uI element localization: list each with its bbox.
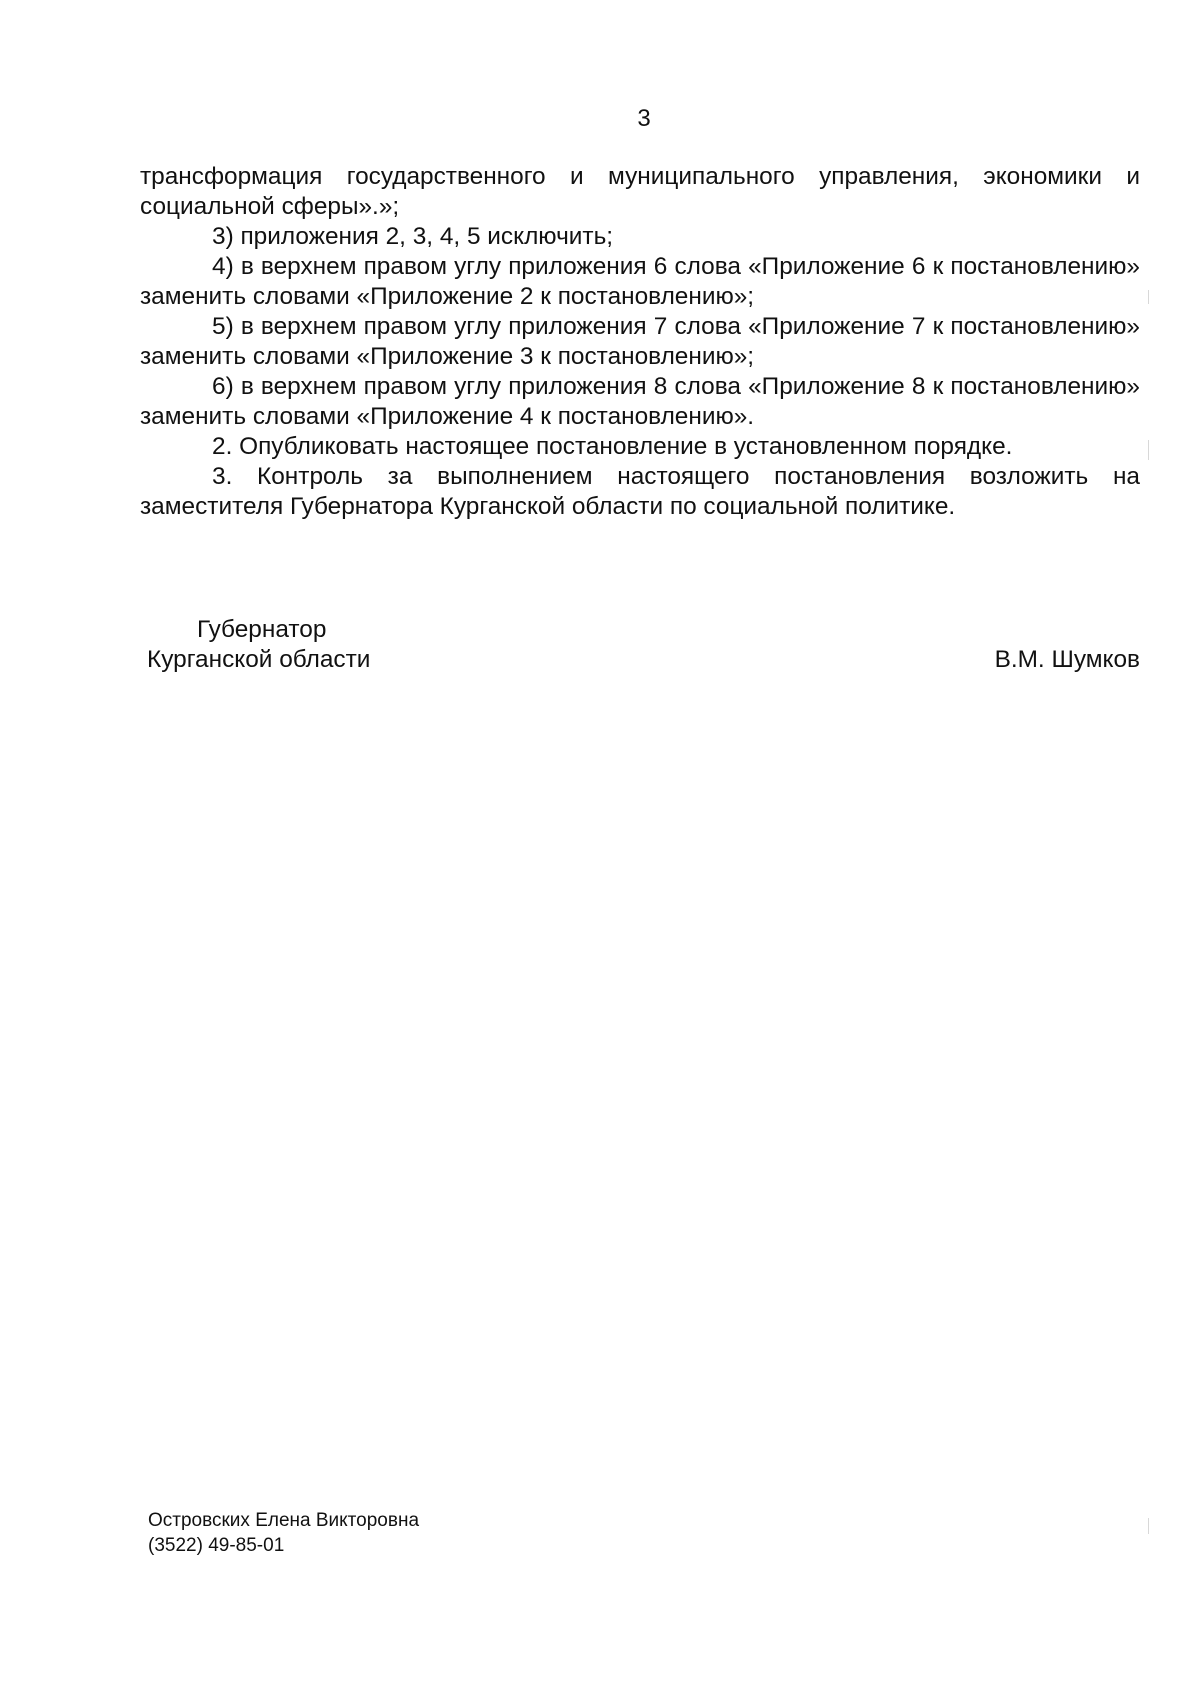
scan-artifact-mark [1148,1518,1149,1534]
scan-artifact-mark [1148,290,1149,304]
executor-phone: (3522) 49-85-01 [148,1535,285,1556]
executor-info [148,1508,419,1558]
signatory-name: В.М. Шумков [994,646,1140,673]
paragraph-continuation: трансформация государственного и муниципального управления, экономики и социальной сферы».»; [140,163,1140,220]
paragraph-item-6: 6) в верхнем правом углу приложения 8 слова «Приложение 8 к постановлению» заменить словами «Приложение 4 к постановлению». [140,373,1140,430]
document-body [140,162,1140,522]
scan-artifact-mark [1148,440,1149,460]
paragraph-item-5: 5) в верхнем правом углу приложения 7 слова «Приложение 7 к постановлению» заменить словами «Приложение 3 к постановлению»; [140,313,1140,370]
paragraph-publish: 2. Опубликовать настоящее постановление в установленном порядке. [212,433,1013,460]
executor-name: Островских Елена Викторовна [148,1510,420,1531]
paragraph-item-3: 3) приложения 2, 3, 4, 5 исключить; [212,223,614,250]
page-number: 3 [637,105,651,132]
signatory-region: Курганской области [147,646,371,673]
signatory-position: Губернатор [197,616,327,643]
paragraph-control: 3. Контроль за выполнением настоящего постановления возложить на заместителя Губернатора Курганской области по социальной политике. [140,463,1140,520]
paragraph-item-4: 4) в верхнем правом углу приложения 6 слова «Приложение 6 к постановлению» заменить словами «Приложение 2 к постановлению»; [140,253,1140,310]
